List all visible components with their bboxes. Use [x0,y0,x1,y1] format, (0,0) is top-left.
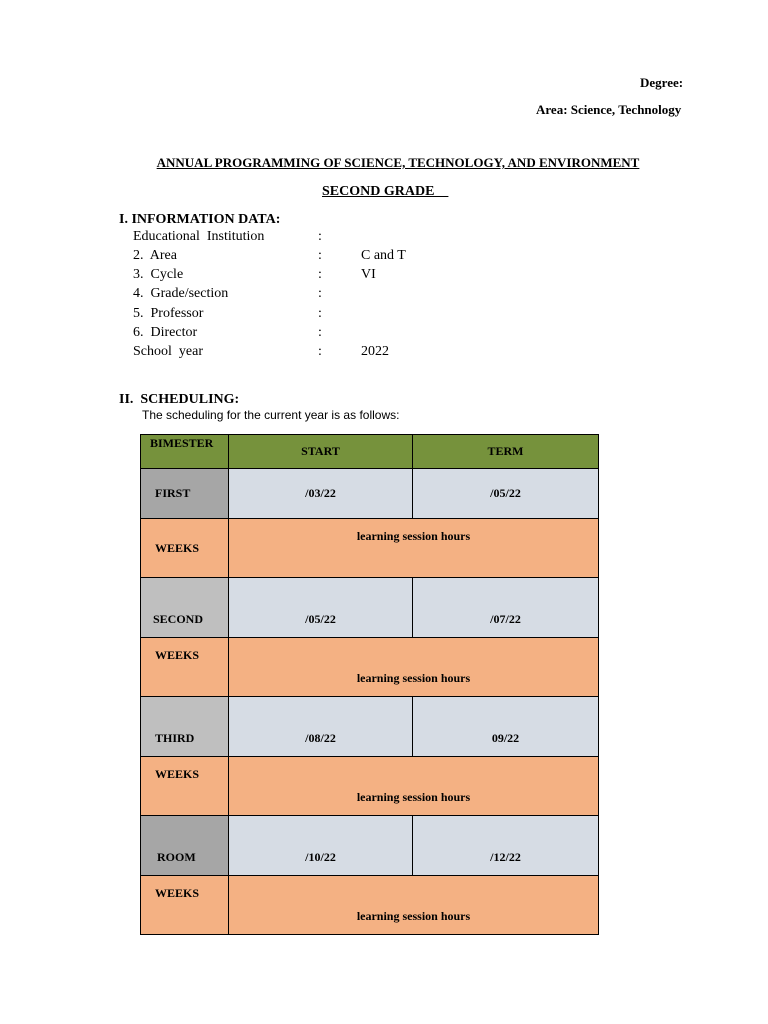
start-date: /03/22 [229,469,413,519]
schedule-table [140,434,599,935]
info-value: VI [361,267,376,282]
section-information-heading: I. INFORMATION DATA: [119,212,281,227]
info-colon: : [318,286,322,301]
weeks-row [141,757,599,816]
session-hours: learning session hours [229,519,599,578]
info-colon: : [318,344,322,359]
start-date: /08/22 [229,697,413,757]
term-date: 09/22 [413,697,599,757]
start-date: /10/22 [229,816,413,876]
info-label: 5. Professor [133,306,204,321]
table-row [141,816,599,876]
info-colon: : [318,248,322,263]
weeks-row [141,876,599,935]
bimester-name: THIRD [141,697,229,757]
info-colon: : [318,267,322,282]
weeks-label: WEEKS [141,638,229,697]
header-bimester: BIMESTER [141,435,229,469]
bimester-name: FIRST [141,469,229,519]
weeks-label: WEEKS [141,876,229,935]
document-title: ANNUAL PROGRAMMING OF SCIENCE, TECHNOLOGY, AND ENVIRONMENT [156,155,640,170]
info-label: 2. Area [133,248,177,263]
weeks-row [141,519,599,578]
header-term: TERM [413,435,599,469]
section-scheduling-heading: II. SCHEDULING: [119,392,240,407]
info-colon: : [318,306,322,321]
header-start: START [229,435,413,469]
info-label: 4. Grade/section [133,286,229,301]
term-date: /07/22 [413,578,599,638]
bimester-name: ROOM [141,816,229,876]
weeks-label: WEEKS [141,757,229,816]
info-value: 2022 [361,344,389,359]
info-colon: : [318,325,322,340]
session-hours: learning session hours [229,876,599,935]
degree-label: Degree: [640,75,684,90]
table-row [141,469,599,519]
session-hours: learning session hours [229,757,599,816]
table-row [141,578,599,638]
weeks-label: WEEKS [141,519,229,578]
session-hours: learning session hours [229,638,599,697]
info-label: 3. Cycle [133,267,184,282]
table-header-row [141,435,599,469]
scheduling-intro: The scheduling for the current year is as follows: [142,408,400,422]
info-colon: : [318,229,322,244]
area-label: Area: Science, Technology [536,102,682,117]
start-date: /05/22 [229,578,413,638]
term-date: /05/22 [413,469,599,519]
info-label: Educational Institution [133,229,265,244]
weeks-row [141,638,599,697]
table-row [141,697,599,757]
info-label: 6. Director [133,325,198,340]
grade-subtitle: SECOND GRADE [322,184,449,199]
info-label: School year [133,344,203,359]
info-value: C and T [361,248,406,263]
bimester-name: SECOND [141,578,229,638]
term-date: /12/22 [413,816,599,876]
